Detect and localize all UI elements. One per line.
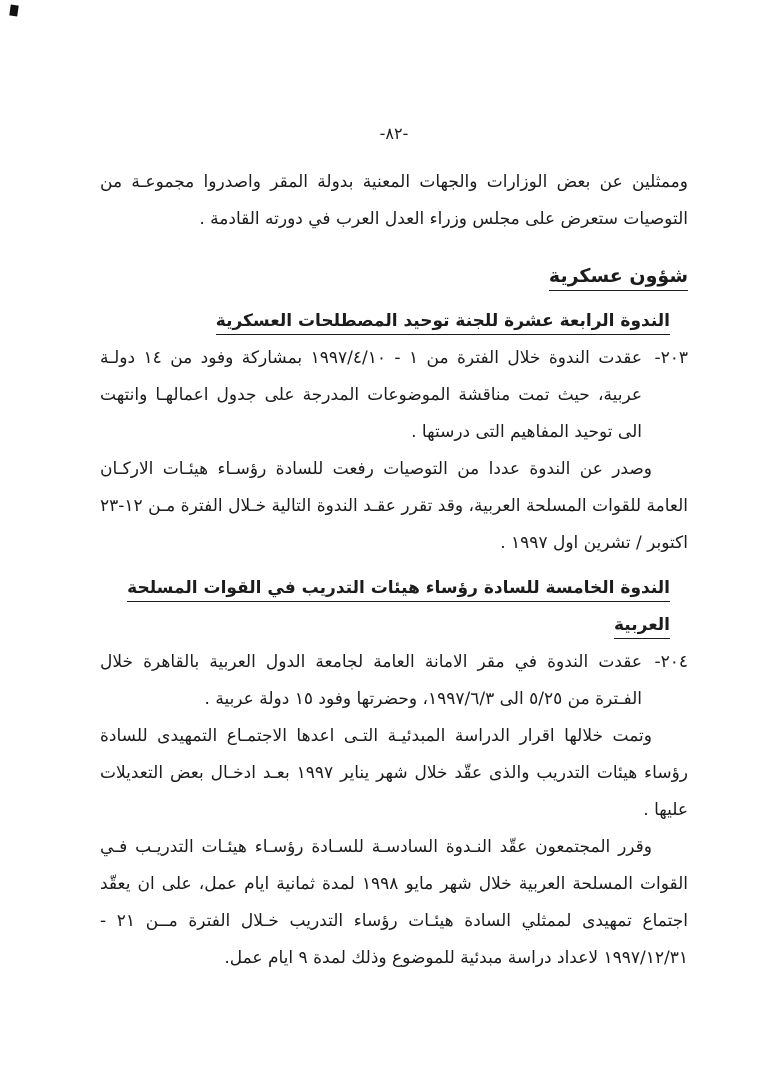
item-203-paragraph-1: عقدت الندوة خلال الفترة من ١ - ١٩٩٧/٤/١٠ بمشاركة وفود من ١٤ دولـة عربية، حيث تمت مناقشة الموضوعات المدرجة على جدول اعمالهـا وانتهت الى توحيد المفاهيم التى درستها . (100, 348, 642, 442)
item-203-number: ٢٠٣- (654, 348, 688, 368)
subsection-title-text: الندوة الرابعة عشرة للجنة توحيد المصطلحات العسكرية (216, 311, 670, 335)
scan-artifact (9, 4, 18, 16)
item-204-paragraph-2: وتمت خلالها اقرار الدراسة المبدئيـة التـى اعدها الاجتمـاع التمهيدى للسادة رؤساء هيئات التدريب والذى عقّد خلال شهر يناير ١٩٩٧ بعـد ادخـال بعض التعديلات عليها . (100, 726, 688, 820)
item-204 (100, 644, 688, 718)
intro-paragraph: وممثلين عن بعض الوزارات والجهات المعنية بدولة المقر واصدروا مجموعـة من التوصيات ستعرض على مجلس وزراء العدل العرب في دورته القادمة . (100, 172, 688, 229)
section-title (100, 258, 688, 295)
page-content (100, 115, 688, 977)
section-title-text: شؤون عسكرية (549, 265, 688, 291)
page-number: -٨٢- (379, 124, 409, 143)
subsection-title-training-heads-seminar (100, 570, 670, 644)
subsection-title-military-terms-seminar (100, 303, 670, 340)
item-204-paragraph-1: عقدت الندوة في مقر الامانة العامة لجامعة الدول العربية بالقاهرة خلال الفـترة من ٥/٢٥ الى ١٩٩٧/٦/٣، وحضرتها وفود ١٥ دولة عربية . (100, 652, 642, 709)
item-204-paragraph-3: وقرر المجتمعون عقّد النـدوة السادسـة للسـادة رؤسـاء هيئـات التدريـب فـي القوات المسلحة العربية خلال شهر مايو ١٩٩٨ لمدة ثمانية ايام عمل، على ان يعقّد اجتماع تمهيدى لممثلي السادة هيئـات رؤساء التدريب خـلال الفترة مــن ٢١ - ١٩٩٧/١٢/٣١ لاعداد دراسة مبدئية للموضوع وذلك لمدة ٩ ايام عمل. (100, 837, 688, 968)
item-204-number: ٢٠٤- (654, 652, 688, 672)
item-203 (100, 340, 688, 451)
item-203-paragraph-2: وصدر عن الندوة عددا من التوصيات رفعت للسادة رؤسـاء هيئـات الاركـان العامة للقوات المسلحة العربية، وقد تقرر عقـد الندوة التالية خـلال الفترة مـن ١٢-٢٣ اكتوبر / تشرين اول ١٩٩٧ . (100, 459, 688, 553)
subsection-title-text: الندوة الخامسة للسادة رؤساء هيئات التدريب في القوات المسلحة العربية (127, 578, 670, 639)
